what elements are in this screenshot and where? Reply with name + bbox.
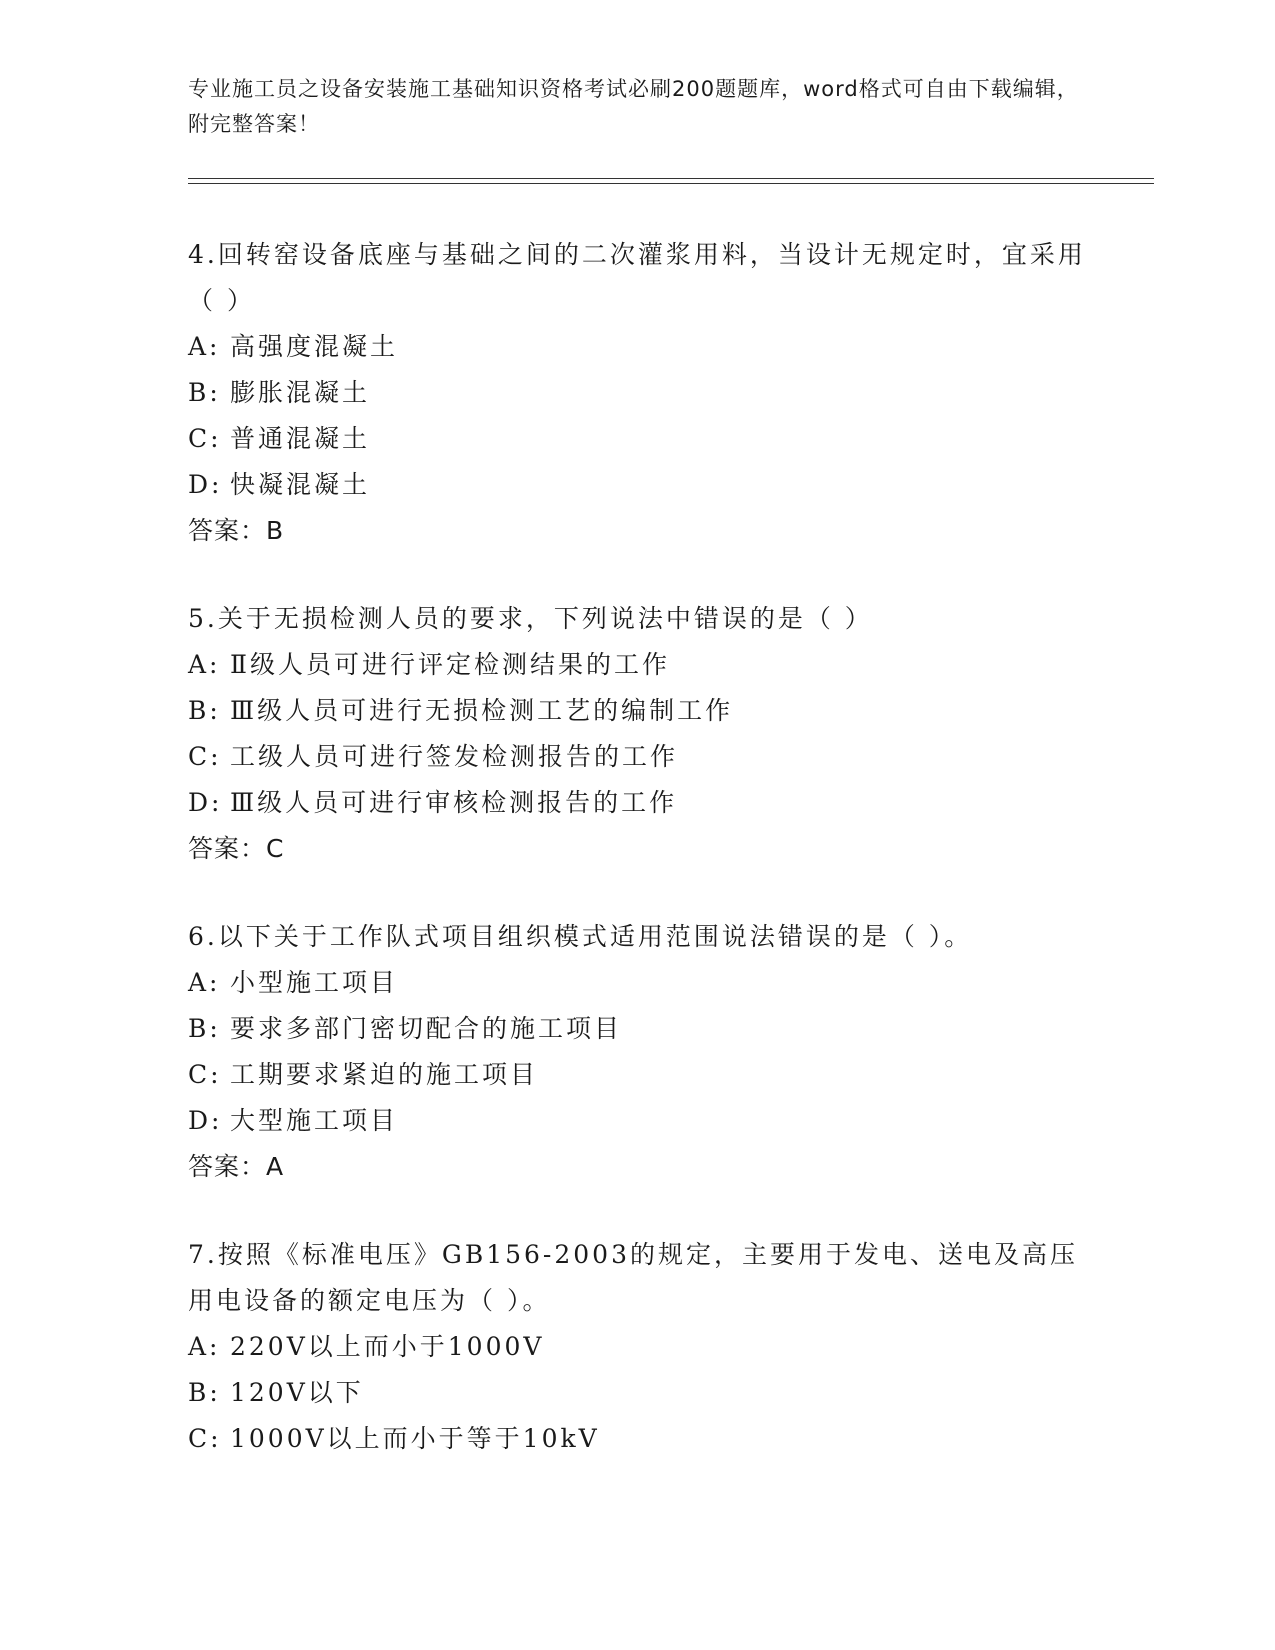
- option-key: C:: [188, 424, 222, 453]
- option-b: [188, 370, 1088, 416]
- option-text: 220V以上而小于1000V: [230, 1332, 545, 1361]
- option-c: [188, 416, 1088, 462]
- option-key: C:: [188, 742, 222, 771]
- option-text: 快凝混凝土: [230, 470, 371, 499]
- option-c: [188, 734, 1088, 780]
- option-key: C:: [188, 1060, 222, 1089]
- question-stem: 5.关于无损检测人员的要求，下列说法中错误的是（ ）: [188, 604, 873, 633]
- option-text: Ⅲ级人员可进行无损检测工艺的编制工作: [230, 696, 734, 725]
- option-text: 工级人员可进行签发检测报告的工作: [230, 742, 679, 771]
- option-d: [188, 462, 1088, 508]
- question-stem: 6.以下关于工作队式项目组织模式适用范围说法错误的是（ ）。: [188, 922, 973, 951]
- option-text: 小型施工项目: [230, 968, 399, 997]
- option-b: [188, 1006, 1088, 1052]
- question-6: [188, 914, 1088, 1190]
- option-text: 120V以下: [230, 1378, 364, 1407]
- answer-line: 答案：A: [188, 1152, 285, 1181]
- option-text: 普通混凝土: [230, 424, 371, 453]
- option-key: D:: [188, 1106, 223, 1135]
- option-text: 工期要求紧迫的施工项目: [230, 1060, 539, 1089]
- option-text: 1000V以上而小于等于10kV: [230, 1424, 600, 1453]
- option-key: B:: [188, 1378, 221, 1407]
- question-stem: 7.按照《标准电压》GB156-2003的规定，主要用于发电、送电及高压用电设备的额定电压为（ ）。: [188, 1240, 1078, 1315]
- option-b: [188, 688, 1088, 734]
- question-stem: 4.回转窑设备底座与基础之间的二次灌浆用料，当设计无规定时，宜采用（ ）: [188, 240, 1086, 315]
- option-d: [188, 780, 1088, 826]
- option-text: 要求多部门密切配合的施工项目: [230, 1014, 623, 1043]
- option-key: A:: [188, 1332, 221, 1361]
- option-text: Ⅲ级人员可进行审核检测报告的工作: [230, 788, 678, 817]
- option-key: C:: [188, 1424, 222, 1453]
- option-key: B:: [188, 378, 221, 407]
- header-divider-top: [188, 178, 1154, 179]
- option-a: [188, 642, 1088, 688]
- option-text: 膨胀混凝土: [230, 378, 371, 407]
- option-c: [188, 1052, 1088, 1098]
- answer-line: 答案：B: [188, 516, 285, 545]
- option-text: Ⅱ级人员可进行评定检测结果的工作: [230, 650, 670, 679]
- option-key: B:: [188, 1014, 221, 1043]
- option-key: B:: [188, 696, 221, 725]
- option-key: D:: [188, 788, 223, 817]
- question-list: [188, 232, 1088, 1504]
- option-b: [188, 1370, 1088, 1416]
- answer-line: 答案：C: [188, 834, 285, 863]
- question-5: [188, 596, 1088, 872]
- option-c: [188, 1416, 1088, 1462]
- option-a: [188, 1324, 1088, 1370]
- option-key: A:: [188, 968, 221, 997]
- question-4: [188, 232, 1088, 554]
- question-7: [188, 1232, 1088, 1462]
- option-key: A:: [188, 650, 221, 679]
- option-key: D:: [188, 470, 223, 499]
- option-text: 大型施工项目: [230, 1106, 399, 1135]
- option-a: [188, 960, 1088, 1006]
- header-divider-bottom: [188, 183, 1154, 184]
- option-key: A:: [188, 332, 221, 361]
- option-d: [188, 1098, 1088, 1144]
- option-a: [188, 324, 1088, 370]
- document-header: 专业施工员之设备安装施工基础知识资格考试必刷200题题库，word格式可自由下载编辑，附完整答案！: [188, 77, 1079, 136]
- option-text: 高强度混凝土: [230, 332, 399, 361]
